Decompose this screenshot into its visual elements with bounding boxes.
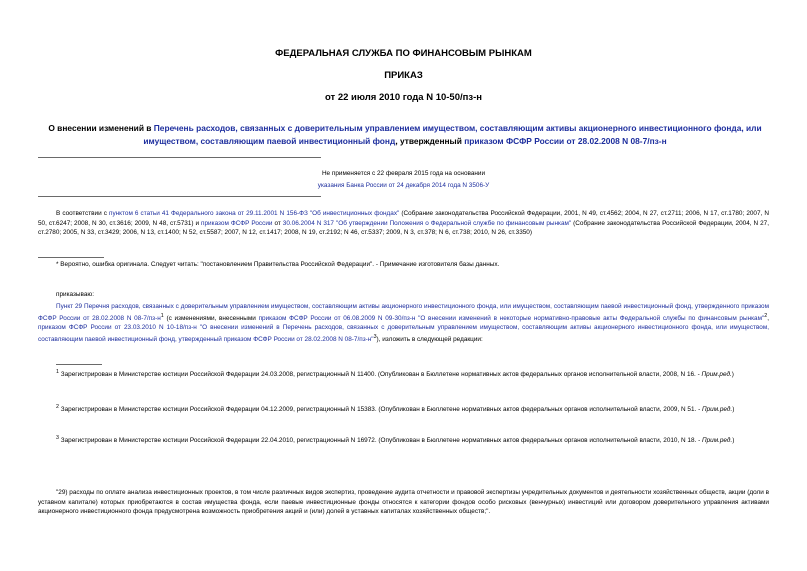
divider — [38, 196, 321, 197]
preamble-paragraph — [38, 209, 769, 238]
amendment-link-1[interactable]: приказом ФСФР России от 06.08.2009 N 09-30/пз-н "О внесении изменений в некоторые нормативно-правовые акты Федеральной службы по финансовым рынкам" — [258, 314, 765, 322]
law-link[interactable]: пунктом 6 статьи 41 Федерального закона от 29.11.2001 N 156-ФЗ "Об инвестиционных фондах" — [108, 210, 400, 217]
footnote-2 — [56, 403, 769, 415]
title-prefix: О внесении изменений в — [48, 123, 154, 133]
doc-type-heading: ПРИКАЗ — [384, 70, 423, 81]
item-29-text: "29) расходы по оплате анализа инвестиционных проектов, в том числе различных видов экспертиз, проведение аудита отчетности и правовой экспертизы учредительных документов и деятельности хозяйственных обществ, акции (доли в уставном капитале) которых приобретаются в состав имущества фонда, если паевые инвестиционные фонды относятся к категории фондов особо рисковых (венчурных) инвестиций или договором доверительного управления активами акционерного инвестиционного фонда предусмотрена возможность приобретения акций и (или) долей в уставных капиталах хозяйственных обществ;". — [38, 489, 769, 516]
text: (Собрание законодательства Российской Федерации, 2001, N 49, ст.4562; 2004, N 27, ст.2711; 2006, N 17, ст.1780; 2007, N 50, ст.6247; 2008, N 30, ст.3616; 2009, N 48, ст.5731) и — [38, 210, 769, 227]
notice-link[interactable]: указания Банка России от 24 декабря 2014 года N 3506-У — [317, 182, 490, 189]
notice-line: Не применяется с 22 февраля 2015 года на основании — [321, 170, 486, 177]
editor-note: Прим.ред. — [701, 406, 733, 414]
footnote-mark: 3 — [56, 435, 59, 441]
amendment-link-2[interactable]: приказом ФСФР России от 23.03.2010 N 10-18/пз-н "О внесении изменений в Перечень расходов, связанных с доверительным управлением имуществом, составляющим активы акционерного инвестиционного фонда, или имуществом, составляющим паевой инвестиционный фонд, утвержденный приказом ФСФР России от 28.02.2008 N 08-7/пз-н" — [38, 324, 769, 344]
footnote-ref: 1 — [160, 312, 164, 319]
title-mid: , утвержденный — [395, 136, 465, 146]
footnote-divider — [56, 364, 102, 365]
footnote-mark: 1 — [56, 369, 59, 375]
footnote-ref: 3 — [373, 333, 377, 340]
text: Зарегистрирован в Министерстве юстиции Российской Федерации 04.12.2009, регистрационный N 15383. (Опубликован в Бюллетене нормативных актов федеральных органов исполнительной власти, 2009, N 51. - — [58, 406, 702, 414]
editor-note: Прим.ред. — [701, 437, 733, 445]
text: от — [272, 219, 283, 227]
footnote-mark: 2 — [56, 404, 59, 410]
text: Зарегистрирован в Министерстве юстиции Российской Федерации 22.04.2010, регистрационный N 16972. (Опубликован в Бюллетене нормативных актов федеральных органов исполнительной власти, 2010, N 18. - — [58, 437, 702, 445]
order-paragraph — [38, 302, 769, 345]
footnote-3 — [56, 434, 769, 446]
text: ) — [731, 371, 734, 379]
text: (с изменениями, внесенными — [163, 314, 259, 322]
agency-heading: ФЕДЕРАЛЬНАЯ СЛУЖБА ПО ФИНАНСОВЫМ РЫНКАМ — [275, 48, 532, 59]
text: ) — [732, 437, 735, 445]
text: ) — [732, 406, 735, 414]
fsfr-order-link[interactable]: приказом ФСФР России — [201, 219, 273, 227]
text: В соответствии с — [56, 210, 109, 217]
footnote-divider — [38, 257, 104, 258]
title-link-list[interactable]: Перечень расходов, связанных с доверительным управлением имуществом, составляющим активы акционерного инвестиционного фонда, или имуществом, составляющим паевой инвестиционный фонд — [143, 123, 762, 146]
text: , — [767, 314, 769, 322]
footnote-ref: 2 — [764, 312, 768, 319]
text: (Собрание законодательства Российской Федерации, 2004, N 27, ст.2780; 2005, N 33, ст.3429; 2006, N 13, ст.1400; N 52, ст.5587; 2007, N 12, ст.1417; 2008, N 19, ст.2192; N 46, ст.5337; 2009, N 3, ст.378; N 6, ст.738; 2010, N 26, ст.3350) — [38, 219, 769, 237]
editor-note: Прим.ред. — [701, 371, 732, 379]
footnote-1 — [56, 368, 769, 380]
title-link-order[interactable]: приказом ФСФР России от 28.02.2008 N 08-7/пз-н — [464, 136, 667, 146]
order-word: приказываю: — [56, 291, 94, 298]
text: Зарегистрирован в Министерстве юстиции Российской Федерации 24.03.2008, регистрационный N 11400. (Опубликован в Бюллетене нормативных актов федеральных органов исполнительной власти, 2008, N 16. - — [58, 371, 702, 379]
regulation-link[interactable]: 30.06.2004 N 317 "Об утверждении Положения о Федеральной службе по финансовым рынкам" — [282, 219, 572, 227]
editor-footnote: * Вероятно, ошибка оригинала. Следует читать: "постановлением Правительства Российской Федерации". - Примечание изготовителя базы данных. — [56, 261, 500, 268]
doc-date-number: от 22 июля 2010 года N 10-50/пз-н — [324, 92, 483, 103]
divider — [38, 157, 321, 158]
text: ), изложить в следующей редакции: — [376, 336, 483, 344]
document-title — [48, 122, 762, 148]
item-29-link[interactable]: Пункт 29 Перечня расходов, связанных с доверительным управлением имуществом, составляющим активы акционерного инвестиционного фонда, или имуществом, составляющим паевой инвестиционный фонд, утвержденного приказом ФСФР России от 28.02.2008 N 08-7/пз-н — [38, 303, 769, 322]
